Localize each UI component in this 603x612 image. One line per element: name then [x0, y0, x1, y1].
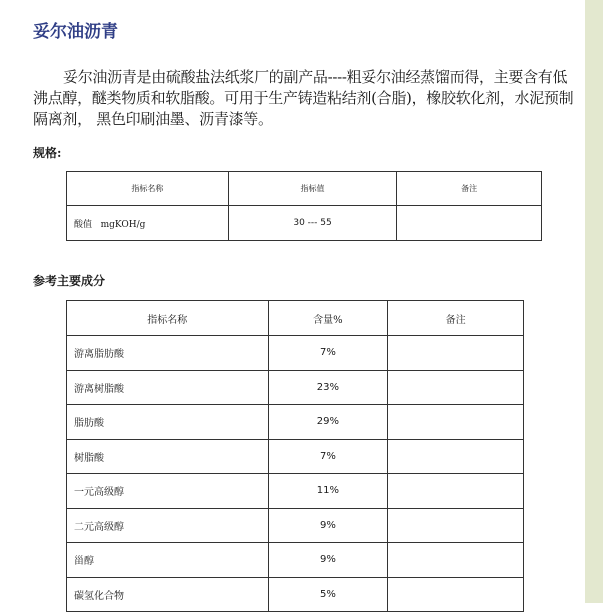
component-note-cell — [388, 474, 524, 509]
spec-note-cell — [397, 206, 542, 241]
component-note-cell — [388, 439, 524, 474]
component-note-cell — [388, 336, 524, 371]
component-value-cell: 23% — [268, 370, 388, 405]
intro-paragraph: 妥尔油沥青是由硫酸盐法纸浆厂的副产品----粗妥尔油经蒸馏而得，主要含有低沸点醇，醚类物质和软脂酸。可用于生产铸造粘结剂(合脂)，橡胶软化剂，水泥预制隔离剂， 黑色印刷油墨、沥青漆等。 — [33, 68, 574, 128]
component-name-cell: 二元高级醇 — [67, 508, 269, 543]
table-row — [67, 474, 524, 509]
component-name-cell: 游离脂肪酸 — [67, 336, 269, 371]
table-row — [67, 577, 524, 612]
spec-header-name: 指标名称 — [67, 172, 229, 206]
component-note-cell — [388, 370, 524, 405]
table-row — [67, 508, 524, 543]
spec-header-note: 备注 — [397, 172, 542, 206]
component-value-cell: 7% — [268, 439, 388, 474]
component-value-cell: 9% — [268, 508, 388, 543]
table-row — [67, 336, 524, 371]
component-name-cell: 碳氢化合物 — [67, 577, 269, 612]
table-row — [67, 543, 524, 578]
side-strip — [585, 0, 603, 603]
spec-section-label: 规格: — [33, 146, 62, 160]
composition-header-row — [67, 301, 524, 336]
spec-name-cell: 酸值 mgKOH/g — [67, 206, 229, 241]
composition-header-name: 指标名称 — [67, 301, 269, 336]
table-row — [67, 439, 524, 474]
component-name-cell: 一元高级醇 — [67, 474, 269, 509]
component-value-cell: 9% — [268, 543, 388, 578]
table-row — [67, 206, 542, 241]
component-value-cell: 5% — [268, 577, 388, 612]
spec-header-value: 指标值 — [228, 172, 397, 206]
composition-table — [66, 300, 524, 612]
spec-value-cell: 30 --- 55 — [228, 206, 397, 241]
component-name-cell: 游离树脂酸 — [67, 370, 269, 405]
component-value-cell: 29% — [268, 405, 388, 440]
component-note-cell — [388, 577, 524, 612]
component-value-cell: 7% — [268, 336, 388, 371]
spec-table — [66, 171, 542, 241]
table-row — [67, 370, 524, 405]
component-value-cell: 11% — [268, 474, 388, 509]
page-title: 妥尔油沥青 — [33, 22, 118, 42]
spec-header-row — [67, 172, 542, 206]
table-row — [67, 405, 524, 440]
component-note-cell — [388, 508, 524, 543]
component-name-cell: 甾醇 — [67, 543, 269, 578]
component-name-cell: 脂肪酸 — [67, 405, 269, 440]
component-name-cell: 树脂酸 — [67, 439, 269, 474]
composition-header-note: 备注 — [388, 301, 524, 336]
composition-section-label: 参考主要成分 — [33, 274, 106, 288]
composition-header-value: 含量% — [268, 301, 388, 336]
component-note-cell — [388, 405, 524, 440]
component-note-cell — [388, 543, 524, 578]
